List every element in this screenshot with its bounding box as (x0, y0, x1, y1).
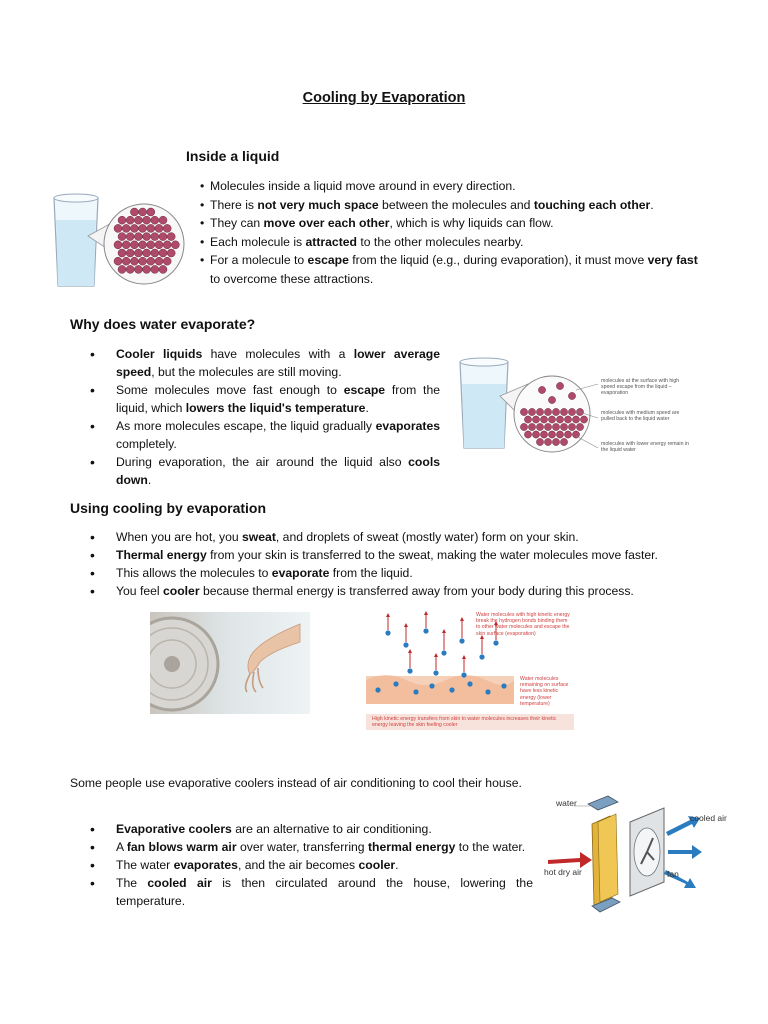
molecule (536, 408, 543, 415)
list-item: • A fan blows warm air over water, transferring thermal energy to the water. (70, 838, 533, 856)
list-item: • As more molecules escape, the liquid gradually evaporates completely. (70, 417, 440, 453)
label-escaping-molecules: Water molecules with high kinetic energy break the hydrogen bonds binding them to other water molecules and escape the skin surface (evaporation) (476, 612, 570, 637)
molecule (126, 249, 134, 257)
list-item: • They can move over each other, which is why liquids can flow. (200, 214, 710, 233)
escape-arrow-head (460, 617, 464, 621)
molecule (155, 257, 163, 265)
molecule (143, 216, 151, 224)
molecule (520, 408, 527, 415)
list-item: • During evaporation, the air around the liquid also cools down. (70, 453, 440, 489)
escaping-molecule (556, 382, 563, 389)
list-item: • Each molecule is attracted to the other molecules nearby. (200, 233, 710, 252)
molecule (155, 224, 163, 232)
molecule (568, 423, 575, 430)
molecule (528, 408, 535, 415)
molecule (139, 208, 147, 216)
molecule (126, 216, 134, 224)
molecule (163, 257, 171, 265)
label-lower-energy: molecules with lower energy remain in the liquid water (601, 441, 689, 454)
surface-molecule (501, 683, 506, 688)
list-item: • Evaporative coolers are an alternative to air conditioning. (70, 820, 533, 838)
molecule (139, 224, 147, 232)
molecule (114, 241, 122, 249)
molecule (544, 423, 551, 430)
surface-molecule (485, 689, 490, 694)
molecule (155, 241, 163, 249)
molecule (118, 233, 126, 241)
molecule (147, 224, 155, 232)
molecule (568, 408, 575, 415)
molecule (572, 431, 579, 438)
page-title: Cooling by Evaporation (302, 90, 466, 106)
molecule (134, 216, 142, 224)
molecule (552, 423, 559, 430)
list-item: • Some molecules move fast enough to escape from the liquid, which lowers the liquid's temperature. (70, 381, 440, 417)
molecule (524, 431, 531, 438)
heading-inside-liquid: Inside a liquid (186, 148, 280, 164)
molecule (122, 241, 130, 249)
surface-molecule (429, 683, 434, 688)
molecule (130, 241, 138, 249)
escape-arrow-head (424, 611, 428, 615)
water-molecule (493, 640, 498, 645)
heading-using-cooling: Using cooling by evaporation (70, 500, 267, 516)
liquid-glass-illustration (48, 186, 188, 298)
escape-arrow-head (404, 623, 408, 627)
label-fan: fan (667, 869, 679, 879)
surface-molecule (375, 687, 380, 692)
inside-liquid-list (200, 177, 710, 288)
label-high-speed: molecules at the surface with high speed escape from the liquid – evaporation (601, 378, 680, 397)
using-cooling-list (70, 528, 710, 600)
label-water: water (556, 798, 577, 808)
molecule (544, 438, 551, 445)
molecule (159, 216, 167, 224)
water-molecule (407, 668, 412, 673)
molecule (130, 257, 138, 265)
escaping-molecule (548, 396, 555, 403)
molecule (151, 265, 159, 273)
molecule (134, 265, 142, 273)
molecule (163, 224, 171, 232)
molecule (159, 233, 167, 241)
label-cooled-air: cooled air (690, 813, 727, 823)
molecule (143, 249, 151, 257)
heading-why-evaporate: Why does water evaporate? (70, 316, 256, 332)
molecule (147, 208, 155, 216)
molecule (552, 408, 559, 415)
escape-arrow-head (442, 629, 446, 633)
surface-molecule (393, 681, 398, 686)
list-item: • Molecules inside a liquid move around in every direction. (200, 177, 710, 196)
molecule (580, 416, 587, 423)
molecule (147, 257, 155, 265)
molecule (130, 208, 138, 216)
escape-arrow-head (386, 613, 390, 617)
molecule (118, 265, 126, 273)
molecule (564, 416, 571, 423)
molecule (524, 416, 531, 423)
escaping-molecule (538, 386, 545, 393)
molecule (576, 423, 583, 430)
molecule (556, 431, 563, 438)
molecule (171, 241, 179, 249)
list-item: • Thermal energy from your skin is transferred to the sweat, making the water molecules move faster. (70, 546, 710, 564)
why-evaporate-list (70, 345, 440, 489)
molecule (167, 249, 175, 257)
molecule (536, 438, 543, 445)
list-item: • There is not very much space between the molecules and touching each other. (200, 196, 710, 215)
fan-hand-photo (150, 612, 310, 714)
molecule (143, 233, 151, 241)
molecule (540, 416, 547, 423)
molecule (134, 249, 142, 257)
molecule (126, 233, 134, 241)
molecule (540, 431, 547, 438)
molecule (532, 431, 539, 438)
list-item: • This allows the molecules to evaporate from the liquid. (70, 564, 710, 582)
molecule (143, 265, 151, 273)
surface-molecule (467, 681, 472, 686)
water-molecule (479, 654, 484, 659)
water-molecule (385, 630, 390, 635)
escape-arrow-head (462, 655, 466, 659)
molecule (159, 265, 167, 273)
molecule (572, 416, 579, 423)
evaporation-glass-diagram (456, 356, 601, 456)
list-item: • When you are hot, you sweat, and droplets of sweat (mostly water) form on your skin. (70, 528, 710, 546)
molecule (147, 241, 155, 249)
molecule (130, 224, 138, 232)
list-item: • The water evaporates, and the air becomes cooler. (70, 856, 533, 874)
water-molecule (459, 638, 464, 643)
surface-molecule (449, 687, 454, 692)
molecule (122, 257, 130, 265)
molecule (114, 224, 122, 232)
molecule (151, 249, 159, 257)
label-remaining-molecules: Water molecules remaining on surface have less kinetic energy (lower temperature) (520, 676, 569, 707)
molecule (151, 216, 159, 224)
molecule (564, 431, 571, 438)
water-molecule (441, 650, 446, 655)
label-skin-transfer: High kinetic energy transfers from skin to water molecules increases their kinetic energy leaving the skin feeling cooler (372, 716, 557, 729)
label-hot-dry-air: hot dry air (544, 867, 582, 877)
list-item: • The cooled air is then circulated around the house, lowering the temperature. (70, 874, 533, 910)
molecule (552, 438, 559, 445)
molecule (134, 233, 142, 241)
surface-molecule (413, 689, 418, 694)
coolers-list (70, 820, 533, 910)
molecule (151, 233, 159, 241)
molecule (544, 408, 551, 415)
molecule (139, 257, 147, 265)
water-molecule (461, 672, 466, 677)
list-item: • For a molecule to escape from the liquid (e.g., during evaporation), it must move very fast to overcome these attractions. (200, 251, 710, 288)
molecule (122, 224, 130, 232)
water-molecule (403, 642, 408, 647)
molecule (556, 416, 563, 423)
molecule (520, 423, 527, 430)
molecule (548, 431, 555, 438)
molecule (126, 265, 134, 273)
molecule (163, 241, 171, 249)
molecule (118, 216, 126, 224)
molecule (118, 249, 126, 257)
coolers-intro: Some people use evaporative coolers instead of air conditioning to cool their house. (70, 776, 522, 790)
molecule (560, 423, 567, 430)
list-item: • You feel cooler because thermal energy is transferred away from your body during this process. (70, 582, 710, 600)
molecule (560, 438, 567, 445)
escape-arrow-head (434, 653, 438, 657)
molecule (167, 233, 175, 241)
escape-arrow-head (408, 649, 412, 653)
molecule (114, 257, 122, 265)
label-medium-speed: molecules with medium speed are pulled back to the liquid water (601, 410, 680, 423)
molecule (536, 423, 543, 430)
molecule (139, 241, 147, 249)
molecule (560, 408, 567, 415)
molecule (528, 423, 535, 430)
molecule (548, 416, 555, 423)
escaping-molecule (568, 392, 575, 399)
molecule (532, 416, 539, 423)
water-molecule (423, 628, 428, 633)
water-molecule (433, 670, 438, 675)
molecule (159, 249, 167, 257)
list-item: • Cooler liquids have molecules with a lower average speed, but the molecules are still moving. (70, 345, 440, 381)
